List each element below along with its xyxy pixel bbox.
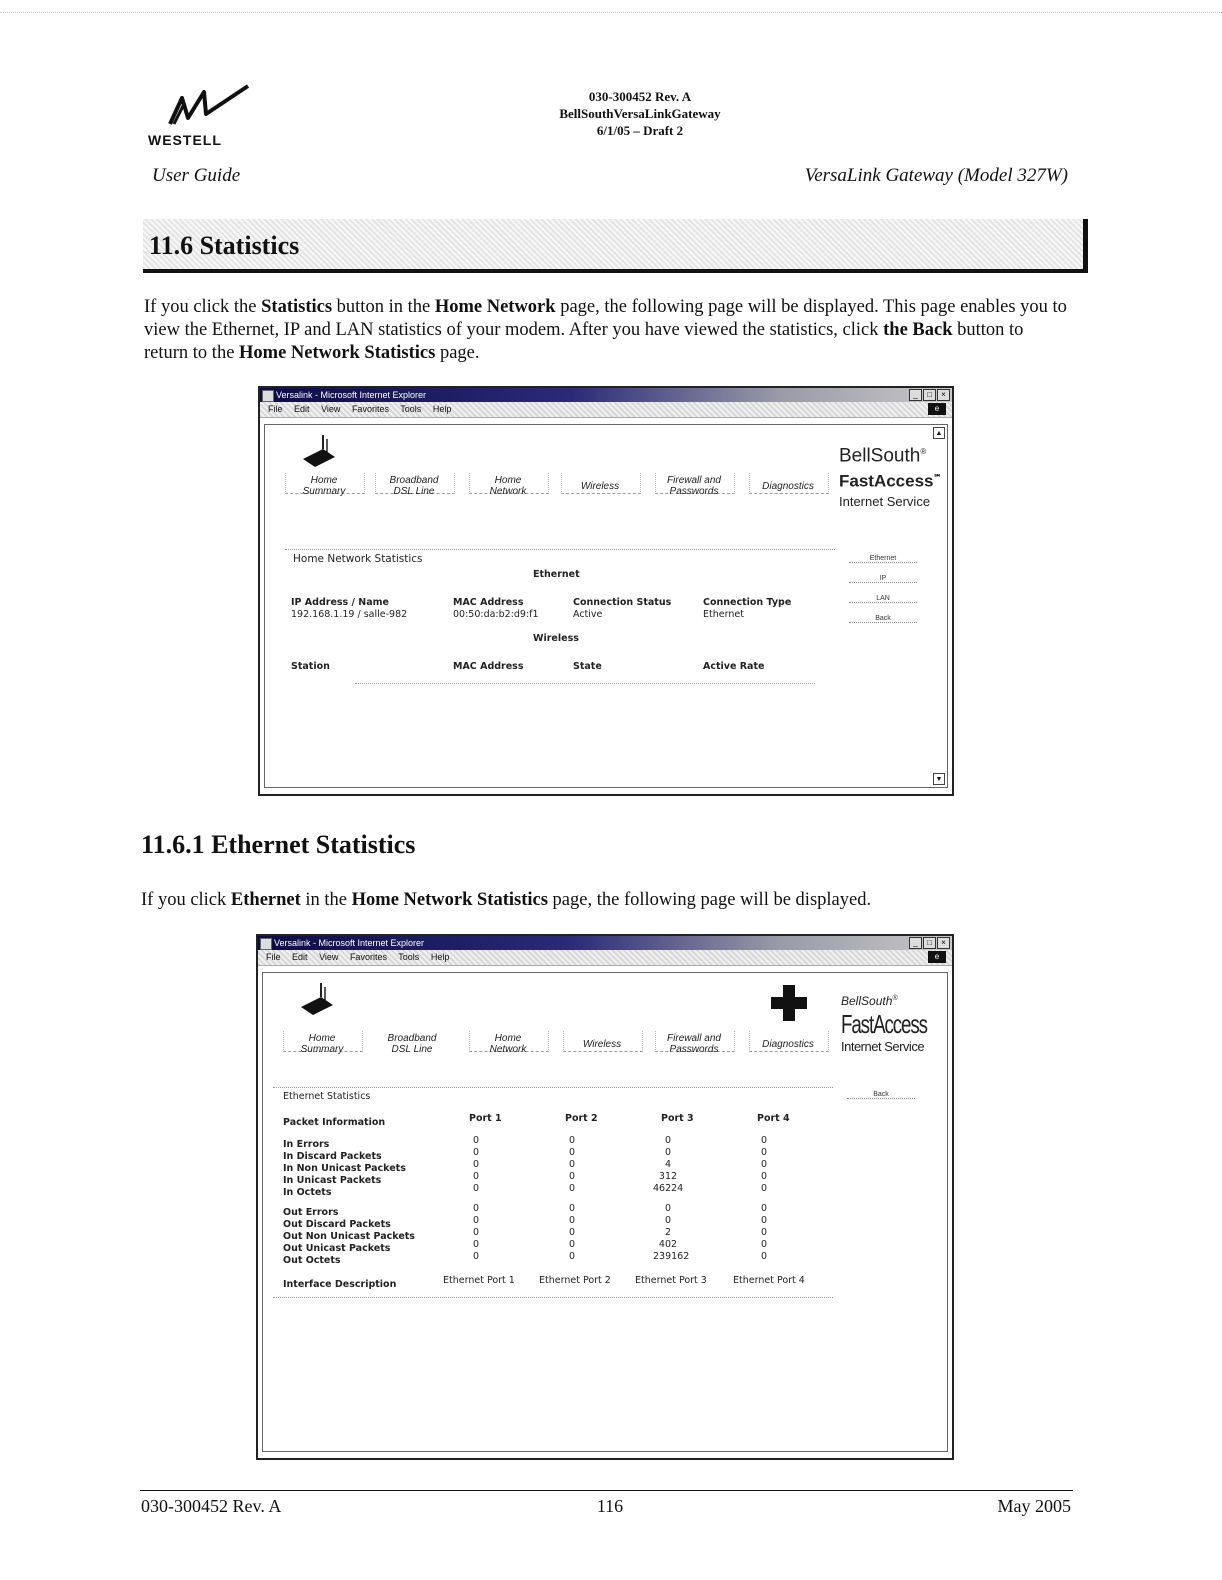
in-errors-label: In Errors <box>283 1139 330 1150</box>
out-discard-label: Out Discard Packets <box>283 1219 391 1230</box>
ie-window-icon <box>260 938 272 950</box>
stat-value: 0 <box>568 1239 576 1250</box>
stat-value: 0 <box>568 1171 576 1182</box>
nav-firewall-passwords[interactable]: Firewall and Passwords <box>667 1033 721 1055</box>
iface-port-3: Ethernet Port 3 <box>635 1275 707 1286</box>
menu-tools[interactable]: Tools <box>400 404 422 414</box>
nav-diagnostics[interactable]: Diagnostics <box>762 481 814 492</box>
ethernet-heading: Ethernet <box>533 569 580 580</box>
stat-value: 0 <box>568 1203 576 1214</box>
in-non-unicast-label: In Non Unicast Packets <box>283 1163 406 1174</box>
intro-run: If you click <box>141 890 231 910</box>
intro-run: the Back <box>883 320 953 340</box>
col-wireless-mac: MAC Address <box>453 661 524 672</box>
header-right-title: VersaLink Gateway (Model 327W) <box>804 165 1068 186</box>
nav-diagnostics[interactable]: Diagnostics <box>762 1039 814 1050</box>
brand-service: Internet Service <box>839 493 931 509</box>
divider <box>273 1297 833 1298</box>
browser-window-ethernet-statistics <box>256 934 954 1460</box>
iface-port-1: Ethernet Port 1 <box>443 1275 515 1286</box>
port-3-header: Port 3 <box>661 1113 694 1124</box>
stat-value: 0 <box>568 1183 576 1194</box>
screen-title: Ethernet Statistics <box>283 1091 371 1102</box>
stat-value: 0 <box>760 1183 768 1194</box>
in-values-port-1 <box>461 1135 491 1195</box>
stat-value: 4 <box>664 1159 672 1170</box>
stat-value: 0 <box>664 1147 672 1158</box>
subsection-title: 11.6.1 Ethernet Statistics <box>141 830 416 859</box>
intro-run: If you click the <box>144 297 262 317</box>
out-errors-label: Out Errors <box>283 1207 339 1218</box>
ie-window-icon <box>262 390 274 402</box>
nav-broadband-dsl-line[interactable]: Broadband DSL Line <box>389 475 439 497</box>
stat-value: 0 <box>760 1227 768 1238</box>
iface-port-2: Ethernet Port 2 <box>539 1275 611 1286</box>
menu-bar <box>260 402 952 418</box>
nav-home-network[interactable]: Home Network <box>489 1033 527 1055</box>
brand-reg-mark: ® <box>892 995 898 1002</box>
nav-home-summary[interactable]: Home Summary <box>300 1033 344 1055</box>
scroll-up-icon[interactable]: ▲ <box>933 427 945 439</box>
stat-value: 0 <box>568 1215 576 1226</box>
cell-connection-type: Ethernet <box>703 609 744 620</box>
out-values-port-2 <box>557 1203 587 1263</box>
doc-name: BellSouthVersaLinkGateway <box>559 106 721 121</box>
header-left-title: User Guide <box>152 165 241 186</box>
link-lan[interactable]: LAN <box>849 595 917 603</box>
port-2-header: Port 2 <box>565 1113 598 1124</box>
in-octets-label: In Octets <box>283 1187 332 1198</box>
minimize-icon[interactable]: _ <box>909 937 922 949</box>
page-viewport <box>262 972 948 1452</box>
scroll-down-icon[interactable]: ▼ <box>933 773 945 785</box>
intro-run: Home Network Statistics <box>351 890 548 910</box>
stat-value: 0 <box>472 1135 480 1146</box>
stat-value: 0 <box>760 1215 768 1226</box>
col-connection-type: Connection Type <box>703 597 792 608</box>
nav-wireless[interactable]: Wireless <box>580 481 620 492</box>
minimize-icon[interactable]: _ <box>909 389 922 401</box>
stat-value: 0 <box>472 1171 480 1182</box>
brand-name: BellSouth <box>839 445 921 467</box>
close-icon[interactable]: × <box>937 389 950 401</box>
cell-connection-status: Active <box>573 609 603 620</box>
stat-value: 312 <box>658 1171 678 1182</box>
intro-run: page, the following page will be displayed. This page enables you to view the Ethernet, IP and LAN statistics of your modem. After you have viewed the statistics, click <box>144 297 1067 340</box>
out-labels <box>283 1207 415 1267</box>
brand-sm-mark: ℠ <box>933 473 942 483</box>
page-viewport <box>264 424 948 788</box>
intro-run: in the <box>300 890 352 910</box>
in-values-port-4 <box>749 1135 779 1195</box>
bellsouth-brand <box>839 441 942 511</box>
intro-run: Ethernet <box>230 890 301 910</box>
intro-run: Home Network Statistics <box>239 343 436 363</box>
stat-value: 0 <box>760 1203 768 1214</box>
stat-value: 0 <box>472 1183 480 1194</box>
stat-value: 0 <box>760 1251 768 1262</box>
intro-run: button to return to the <box>144 320 1024 363</box>
intro-run: page, the following page will be displayed. <box>547 890 872 910</box>
bellsouth-brand <box>841 991 941 1055</box>
menu-view[interactable]: View <box>321 404 341 414</box>
doc-id: 030-300452 Rev. A <box>588 89 692 104</box>
doc-info <box>450 88 830 139</box>
stat-value: 0 <box>760 1171 768 1182</box>
in-unicast-label: In Unicast Packets <box>283 1175 382 1186</box>
cell-mac-address: 00:50:da:b2:d9:f1 <box>453 609 539 620</box>
link-back[interactable]: Back <box>849 615 917 623</box>
nav-home-network[interactable]: Home Network <box>489 475 527 497</box>
menu-favorites[interactable]: Favorites <box>351 404 389 414</box>
nav-firewall-passwords[interactable]: Firewall and Passwords <box>667 475 721 497</box>
in-values-port-3 <box>653 1135 683 1195</box>
menu-file[interactable]: File <box>268 404 283 414</box>
wireless-heading: Wireless <box>533 633 579 644</box>
out-unicast-label: Out Unicast Packets <box>283 1243 391 1254</box>
router-icon <box>299 435 339 471</box>
stat-value: 0 <box>472 1215 480 1226</box>
menu-view[interactable]: View <box>319 952 339 962</box>
title-bar <box>258 936 952 950</box>
divider <box>285 549 835 550</box>
col-station: Station <box>291 661 330 672</box>
col-mac-address: MAC Address <box>453 597 524 608</box>
footer-rule <box>140 1490 1073 1491</box>
stat-value: 0 <box>472 1239 480 1250</box>
stat-value: 402 <box>658 1239 678 1250</box>
browser-window-statistics <box>258 386 954 796</box>
link-back[interactable]: Back <box>847 1091 915 1099</box>
in-discard-label: In Discard Packets <box>283 1151 382 1162</box>
stat-value: 0 <box>664 1215 672 1226</box>
westell-logo <box>148 84 258 150</box>
in-labels <box>283 1139 406 1199</box>
menu-file[interactable]: File <box>266 952 281 962</box>
packet-information-label: Packet Information <box>283 1117 386 1128</box>
stat-value: 0 <box>664 1135 672 1146</box>
brand-reg-mark: ® <box>920 447 927 456</box>
westell-swoosh-icon <box>148 84 258 134</box>
stat-value: 0 <box>760 1135 768 1146</box>
in-values-port-2 <box>557 1135 587 1195</box>
out-values-port-3 <box>653 1203 690 1263</box>
menu-favorites[interactable]: Favorites <box>349 952 387 962</box>
title-bar <box>260 388 952 402</box>
intro-run: button in the <box>332 297 435 317</box>
menu-edit[interactable]: Edit <box>292 952 308 962</box>
subsection-intro <box>141 889 1071 912</box>
stat-value: 46224 <box>653 1183 684 1194</box>
cell-ip-address: 192.168.1.19 / salle-982 <box>291 609 408 620</box>
stat-value: 0 <box>760 1239 768 1250</box>
stat-value: 0 <box>568 1227 576 1238</box>
maximize-icon[interactable]: □ <box>923 389 936 401</box>
window-title: Versalink - Microsoft Internet Explorer <box>276 390 427 400</box>
out-non-unicast-label: Out Non Unicast Packets <box>283 1231 415 1242</box>
out-values-port-4 <box>749 1203 779 1263</box>
close-icon[interactable]: × <box>937 937 950 949</box>
brand-service: Internet Service <box>841 1039 925 1054</box>
stat-value: 0 <box>472 1227 480 1238</box>
intro-run: Statistics <box>261 297 333 317</box>
nav-home-summary[interactable]: Home Summary <box>302 475 346 497</box>
link-ethernet[interactable]: Ethernet <box>849 555 917 563</box>
logo-text: WESTELL <box>148 132 222 148</box>
stat-value: 0 <box>472 1147 480 1158</box>
diagnostics-cross-icon <box>771 985 807 1021</box>
nav-broadband-dsl-line[interactable]: Broadband DSL Line <box>387 1033 437 1055</box>
menu-help[interactable]: Help <box>430 952 450 962</box>
port-1-header: Port 1 <box>469 1113 502 1124</box>
stat-value: 239162 <box>653 1251 690 1262</box>
col-active-rate: Active Rate <box>703 661 765 672</box>
section-heading-bar <box>143 219 1088 273</box>
stat-value: 0 <box>760 1159 768 1170</box>
menu-edit[interactable]: Edit <box>294 404 310 414</box>
port-4-header: Port 4 <box>757 1113 790 1124</box>
footer-doc-id: 030-300452 Rev. A <box>141 1496 282 1516</box>
menu-tools[interactable]: Tools <box>398 952 420 962</box>
ie-throbber-icon: e <box>928 951 946 963</box>
brand-product: FastAccess <box>839 471 934 491</box>
router-icon <box>297 983 337 1019</box>
stat-value: 0 <box>568 1135 576 1146</box>
link-ip[interactable]: IP <box>849 575 917 583</box>
intro-run: Home Network <box>434 297 556 317</box>
intro-run: page. <box>435 343 480 363</box>
footer-page-number: 116 <box>596 1496 624 1516</box>
screen-title: Home Network Statistics <box>293 553 423 565</box>
stat-value: 0 <box>568 1251 576 1262</box>
brand-product: FastAccess <box>841 1009 927 1039</box>
doc-date: 6/1/05 – Draft 2 <box>596 123 684 138</box>
section-title: 11.6 Statistics <box>149 231 300 260</box>
interface-description-label: Interface Description <box>283 1279 397 1290</box>
ie-throbber-icon: e <box>928 403 946 415</box>
section-intro <box>144 296 1069 365</box>
maximize-icon[interactable]: □ <box>923 937 936 949</box>
divider <box>355 683 815 684</box>
out-values-port-1 <box>461 1203 491 1263</box>
col-ip-address: IP Address / Name <box>291 597 389 608</box>
nav-wireless[interactable]: Wireless <box>582 1039 622 1050</box>
stat-value: 0 <box>568 1159 576 1170</box>
divider <box>273 1087 833 1088</box>
out-octets-label: Out Octets <box>283 1255 341 1266</box>
scan-line <box>0 12 1222 13</box>
stat-value: 0 <box>472 1251 480 1262</box>
stat-value: 0 <box>472 1159 480 1170</box>
footer-date: May 2005 <box>997 1496 1071 1516</box>
stat-value: 0 <box>664 1203 672 1214</box>
brand-name: BellSouth <box>841 994 893 1008</box>
stat-value: 0 <box>472 1203 480 1214</box>
stat-value: 0 <box>760 1147 768 1158</box>
col-connection-status: Connection Status <box>573 597 672 608</box>
menu-bar <box>258 950 952 966</box>
col-state: State <box>573 661 602 672</box>
window-title: Versalink - Microsoft Internet Explorer <box>274 938 425 948</box>
stat-value: 2 <box>664 1227 672 1238</box>
menu-help[interactable]: Help <box>432 404 452 414</box>
stat-value: 0 <box>568 1147 576 1158</box>
iface-port-4: Ethernet Port 4 <box>733 1275 805 1286</box>
